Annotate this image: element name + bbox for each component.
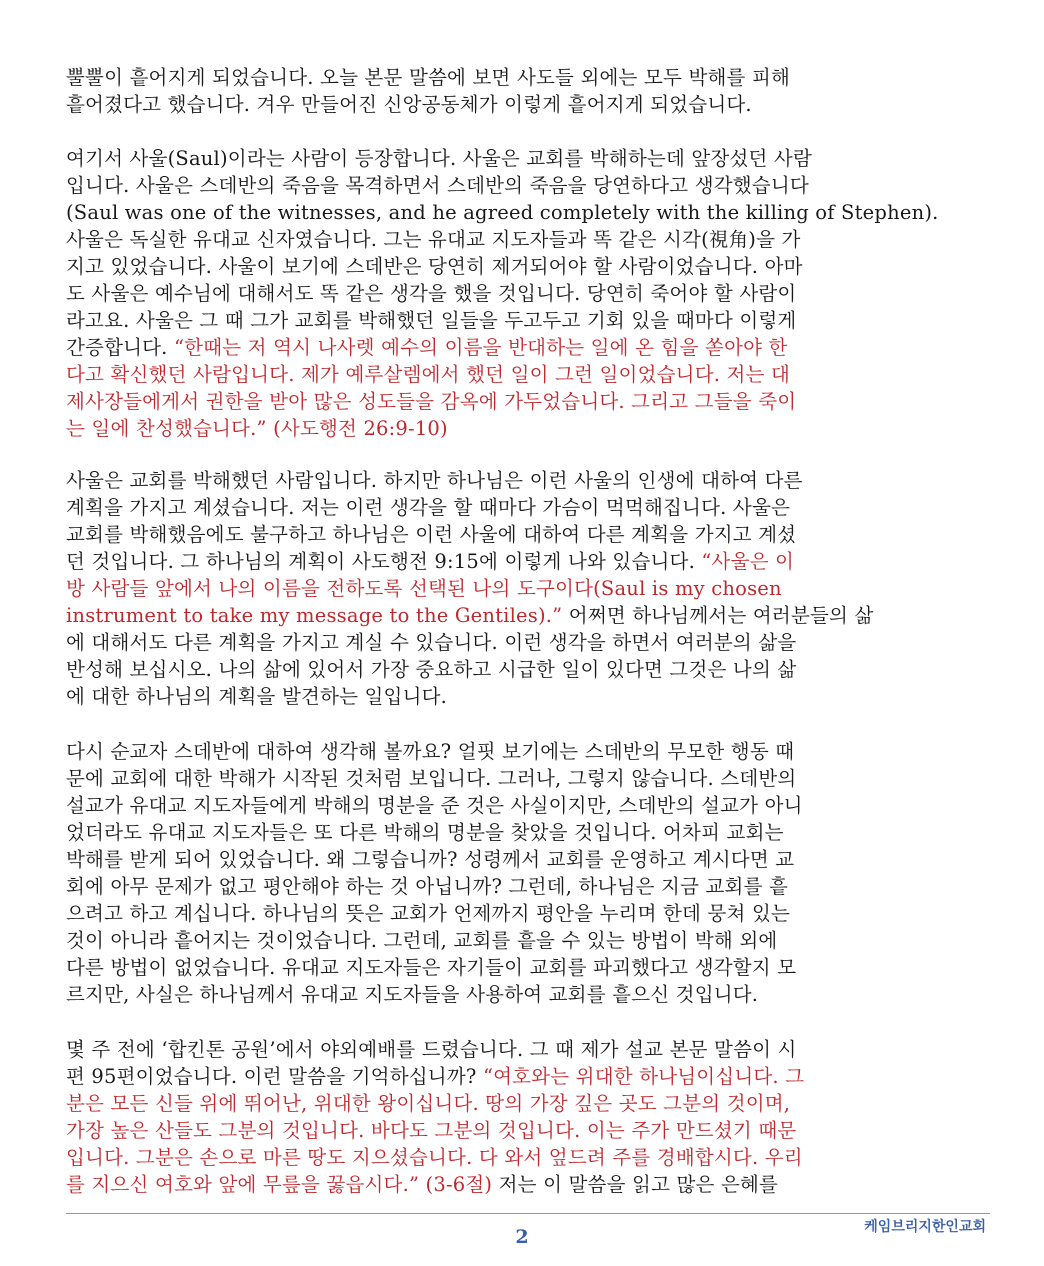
- text-segment: 다른 방법이 없었습니다. 유대교 지도자들은 자기들이 교회를 파괴했다고 생각할지 모: [66, 956, 797, 979]
- text-line: [66, 738, 988, 765]
- footer-divider: [66, 1213, 990, 1214]
- church-name: 케임브리지한인교회: [864, 1219, 986, 1235]
- text-line: [66, 307, 988, 334]
- text-line: [66, 280, 988, 307]
- text-segment: 박해를 받게 되어 있었습니다. 왜 그렇습니까? 성령께서 교회를 운영하고 계시다면 교: [66, 848, 795, 871]
- scripture-quote: 방 사람들 앞에서 나의 이름을 전하도록 선택된 나의 도구이다(Saul is my chosen: [66, 577, 782, 600]
- text-segment: 계획을 가지고 계셨습니다. 저는 이런 생각을 할 때마다 가슴이 먹먹해집니다. 사울은: [66, 496, 791, 519]
- text-segment: 사울은 교회를 박해했던 사람입니다. 하지만 하나님은 이런 사울의 인생에 대하여 다른: [66, 469, 803, 492]
- text-segment: 것이 아니라 흩어지는 것이었습니다. 그런데, 교회를 흩을 수 있는 방법이 박해 외에: [66, 929, 778, 952]
- text-line: [66, 846, 988, 873]
- text-segment: 반성해 보십시오. 나의 삶에 있어서 가장 중요하고 시급한 일이 있다면 그것은 나의 삶: [66, 658, 797, 681]
- scripture-quote: “사울은 이: [701, 550, 795, 573]
- page-number: 2: [515, 1226, 529, 1248]
- text-segment: 뿔뿔이 흩어지게 되었습니다. 오늘 본문 말씀에 보면 사도들 외에는 모두 박해를 피해: [66, 66, 791, 89]
- text-segment: 간증합니다.: [66, 336, 174, 359]
- scripture-quote: “한때는 저 역시 나사렛 예수의 이름을 반대하는 일에 온 힘을 쏟아야 한: [173, 336, 788, 359]
- text-line: [66, 683, 988, 710]
- text-segment: 여기서 사울(Saul)이라는 사람이 등장합니다. 사울은 교회를 박해하는데 앞장섰던 사람: [66, 147, 813, 170]
- text-segment: 회에 아무 문제가 없고 평안해야 하는 것 아닙니까? 그런데, 하나님은 지금 교회를 흩: [66, 875, 789, 898]
- text-line: [66, 656, 988, 683]
- text-line: [66, 494, 988, 521]
- scripture-quote: 는 일에 찬성했습니다.” (사도행전 26:9-10): [66, 417, 448, 440]
- paragraph-1: [66, 64, 988, 118]
- scripture-quote: 를 지으신 여호와 앞에 무릎을 꿇읍시다.” (3-6절): [66, 1173, 493, 1196]
- text-line: [66, 64, 988, 91]
- text-line: [66, 91, 988, 118]
- text-line: [66, 253, 988, 280]
- text-segment: 다시 순교자 스데반에 대하여 생각해 볼까요? 얼핏 보기에는 스데반의 무모한 행동 때: [66, 740, 795, 763]
- text-line: [66, 873, 988, 900]
- text-line: [66, 415, 988, 442]
- text-line: [66, 575, 988, 602]
- text-line: [66, 900, 988, 927]
- text-segment: 도 사울은 예수님에 대해서도 똑 같은 생각을 했을 것입니다. 당연히 죽어야 할 사람이: [66, 282, 797, 305]
- text-line: [66, 1144, 988, 1171]
- text-line: [66, 765, 988, 792]
- text-line: [66, 1171, 988, 1198]
- paragraph-4: [66, 738, 988, 1008]
- text-line: [66, 819, 988, 846]
- text-line: [66, 145, 988, 172]
- text-segment: 으려고 하고 계십니다. 하나님의 뜻은 교회가 언제까지 평안을 누리며 한데 뭉쳐 있는: [66, 902, 791, 925]
- text-line: [66, 521, 988, 548]
- scripture-quote: 가장 높은 산들도 그분의 것입니다. 바다도 그분의 것입니다. 이는 주가 만드셨기 때문: [66, 1119, 797, 1142]
- scripture-quote: 입니다. 그분은 손으로 마른 땅도 지으셨습니다. 다 와서 엎드려 주를 경배합시다. 우리: [66, 1146, 803, 1169]
- text-line: [66, 199, 988, 226]
- text-line: [66, 954, 988, 981]
- text-line: [66, 467, 988, 494]
- text-line: [66, 1117, 988, 1144]
- text-line: [66, 1063, 988, 1090]
- text-line: [66, 361, 988, 388]
- text-segment: 었더라도 유대교 지도자들은 또 다른 박해의 명분을 찾았을 것입니다. 어차피 교회는: [66, 821, 784, 844]
- scripture-quote: 다고 확신했던 사람입니다. 제가 예루살렘에서 했던 일이 그런 일이었습니다. 저는 대: [66, 363, 791, 386]
- text-segment: 사울은 독실한 유대교 신자였습니다. 그는 유대교 지도자들과 똑 같은 시각(視角)을 가: [66, 228, 801, 251]
- text-line: [66, 927, 988, 954]
- text-segment: 교회를 박해했음에도 불구하고 하나님은 이런 사울에 대하여 다른 계획을 가지고 계셨: [66, 523, 797, 546]
- text-line: [66, 629, 988, 656]
- text-line: [66, 172, 988, 199]
- text-segment: 편 95편이었습니다. 이런 말씀을 기억하십니까?: [66, 1065, 483, 1088]
- text-line: [66, 388, 988, 415]
- text-segment: 르지만, 사실은 하나님께서 유대교 지도자들을 사용하여 교회를 흩으신 것입니다.: [66, 983, 759, 1006]
- text-segment: 설교가 유대교 지도자들에게 박해의 명분을 준 것은 사실이지만, 스데반의 설교가 아니: [66, 794, 803, 817]
- text-segment: 저는 이 말씀을 읽고 많은 은혜를: [492, 1173, 779, 1196]
- text-segment: 어쩌면 하나님께서는 여러분들의 삶: [562, 604, 874, 627]
- text-segment: 라고요. 사울은 그 때 그가 교회를 박해했던 일들을 두고두고 기회 있을 때마다 이렇게: [66, 309, 797, 332]
- text-line: [66, 334, 988, 361]
- text-line: [66, 226, 988, 253]
- text-segment: (Saul was one of the witnesses, and he agreed completely with the killing of Stephen).: [66, 201, 939, 224]
- text-segment: 지고 있었습니다. 사울이 보기에 스데반은 당연히 제거되어야 할 사람이었습니다. 아마: [66, 255, 803, 278]
- paragraph-2: [66, 145, 988, 442]
- scripture-quote: 분은 모든 신들 위에 뛰어난, 위대한 왕이십니다. 땅의 가장 깊은 곳도 그분의 것이며,: [66, 1092, 791, 1115]
- text-line: [66, 981, 988, 1008]
- text-line: [66, 1036, 988, 1063]
- scripture-quote: 제사장들에게서 권한을 받아 많은 성도들을 감옥에 가두었습니다. 그리고 그들을 죽이: [66, 390, 797, 413]
- text-segment: 입니다. 사울은 스데반의 죽음을 목격하면서 스데반의 죽음을 당연하다고 생각했습니다: [66, 174, 809, 197]
- text-segment: 에 대한 하나님의 계획을 발견하는 일입니다.: [66, 685, 448, 708]
- text-segment: 던 것입니다. 그 하나님의 계획이 사도행전 9:15에 이렇게 나와 있습니다.: [66, 550, 702, 573]
- paragraph-3: [66, 467, 988, 710]
- text-segment: 흩어졌다고 했습니다. 겨우 만들어진 신앙공동체가 이렇게 흩어지게 되었습니다.: [66, 93, 752, 116]
- text-segment: 에 대해서도 다른 계획을 가지고 계실 수 있습니다. 이런 생각을 하면서 여러분의 삶을: [66, 631, 797, 654]
- text-line: [66, 1090, 988, 1117]
- text-line: [66, 602, 988, 629]
- text-segment: 문에 교회에 대한 박해가 시작된 것처럼 보입니다. 그러나, 그렇지 않습니다. 스데반의: [66, 767, 797, 790]
- scripture-quote: “여호와는 위대한 하나님이십니다. 그: [482, 1065, 805, 1088]
- text-line: [66, 548, 988, 575]
- text-segment: 몇 주 전에 ‘합킨톤 공원’에서 야외예배를 드렸습니다. 그 때 제가 설교 본문 말씀이 시: [66, 1038, 797, 1061]
- paragraph-5: [66, 1036, 988, 1198]
- text-line: [66, 792, 988, 819]
- scripture-quote: instrument to take my message to the Gentiles).”: [66, 604, 563, 627]
